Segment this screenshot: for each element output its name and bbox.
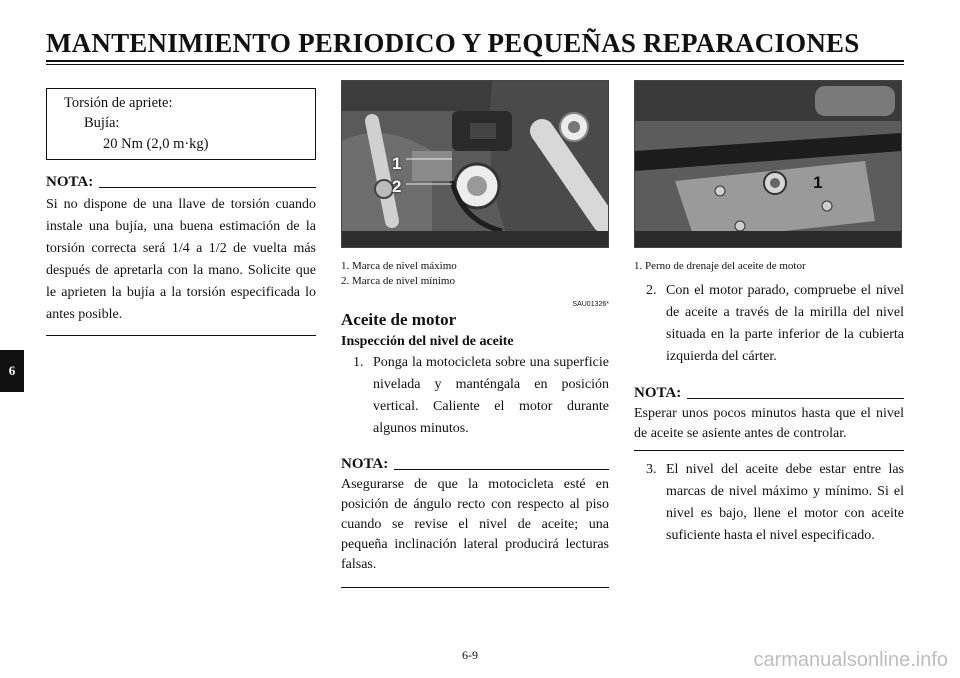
step-1 — [341, 352, 609, 440]
step-number: 1. — [353, 355, 364, 370]
engine-underside-illustration — [635, 81, 901, 247]
nota-text: Esperar unos pocos minutos hasta que el nivel de aceite se asiente antes de controlar. — [634, 406, 904, 441]
step-text: Ponga la motocicleta sobre una superficie nivelada y manténgala en posición vertical. Caliente el motor durante algunos minutos. — [373, 355, 609, 436]
photo-label-min: 2 — [392, 177, 402, 196]
column-right — [634, 80, 904, 547]
caption-max: 1. Marca de nivel máximo — [341, 260, 457, 272]
step-2 — [634, 280, 904, 368]
torque-spec-box — [46, 88, 316, 160]
nota-end-rule — [634, 450, 904, 451]
nota-heading — [634, 385, 904, 402]
torque-part: Bujía: — [84, 115, 120, 131]
drain-bolt-photo — [634, 80, 902, 248]
column-middle — [341, 80, 609, 588]
step-number: 3. — [646, 462, 657, 477]
photo-label-drain: 1 — [813, 173, 823, 192]
title-rule-thin — [46, 64, 904, 65]
photo-label-max: 1 — [392, 154, 402, 173]
chapter-number: 6 — [8, 363, 16, 378]
section-title: Aceite de motor — [341, 310, 457, 329]
title-rule — [46, 60, 904, 62]
step-3 — [634, 459, 904, 547]
torque-label: Torsión de apriete: — [64, 95, 173, 111]
nota-label: NOTA: — [634, 385, 682, 401]
step-text: Con el motor parado, compruebe el nivel de aceite a través de la mirilla del nivel situada en la parte inferior de la cubierta izquierda del cárter. — [666, 283, 904, 364]
page-number: 6-9 — [462, 648, 478, 662]
nota-end-rule — [341, 587, 609, 588]
chapter-tab — [0, 350, 24, 392]
torque-value: 20 Nm (2,0 m·kg) — [103, 136, 209, 152]
engine-photo-illustration — [342, 81, 608, 247]
oil-level-photo — [341, 80, 609, 248]
watermark: carmanualsonline.info — [753, 649, 948, 671]
nota-end-rule — [46, 335, 316, 336]
page-title: MANTENIMIENTO PERIODICO Y PEQUEÑAS REPARACIONES — [46, 28, 860, 58]
nota-heading — [341, 456, 609, 473]
column-left — [46, 88, 316, 336]
nota-heading — [46, 174, 316, 191]
nota-text: Asegurarse de que la motocicleta esté en posición de ángulo recto con respecto al piso cuando se revise el nivel de aceite; una pequeña inclinación lateral producirá lecturas falsas. — [341, 477, 609, 572]
caption-drain: 1. Perno de drenaje del aceite de motor — [634, 260, 806, 272]
nota-label: NOTA: — [46, 174, 94, 190]
step-number: 2. — [646, 283, 657, 298]
step-text: El nivel del aceite debe estar entre las marcas de nivel máximo y mínimo. Si el nivel es bajo, llene el motor con aceite suficiente hasta el nivel especificado. — [666, 462, 904, 543]
section-code: SAU01326* — [572, 301, 609, 308]
caption-min: 2. Marca de nivel mínimo — [341, 275, 455, 287]
subsection-title: Inspección del nivel de aceite — [341, 334, 514, 349]
nota-label: NOTA: — [341, 456, 389, 472]
nota-text: Si no dispone de una llave de torsión cuando instale una bujía, una buena estimación de la torsión correcta será 1/4 a 1/2 de vuelta más después de apretarla con la mano. Solicite que le aprieten la bujía a la torsión especificada lo antes posible. — [46, 197, 316, 322]
